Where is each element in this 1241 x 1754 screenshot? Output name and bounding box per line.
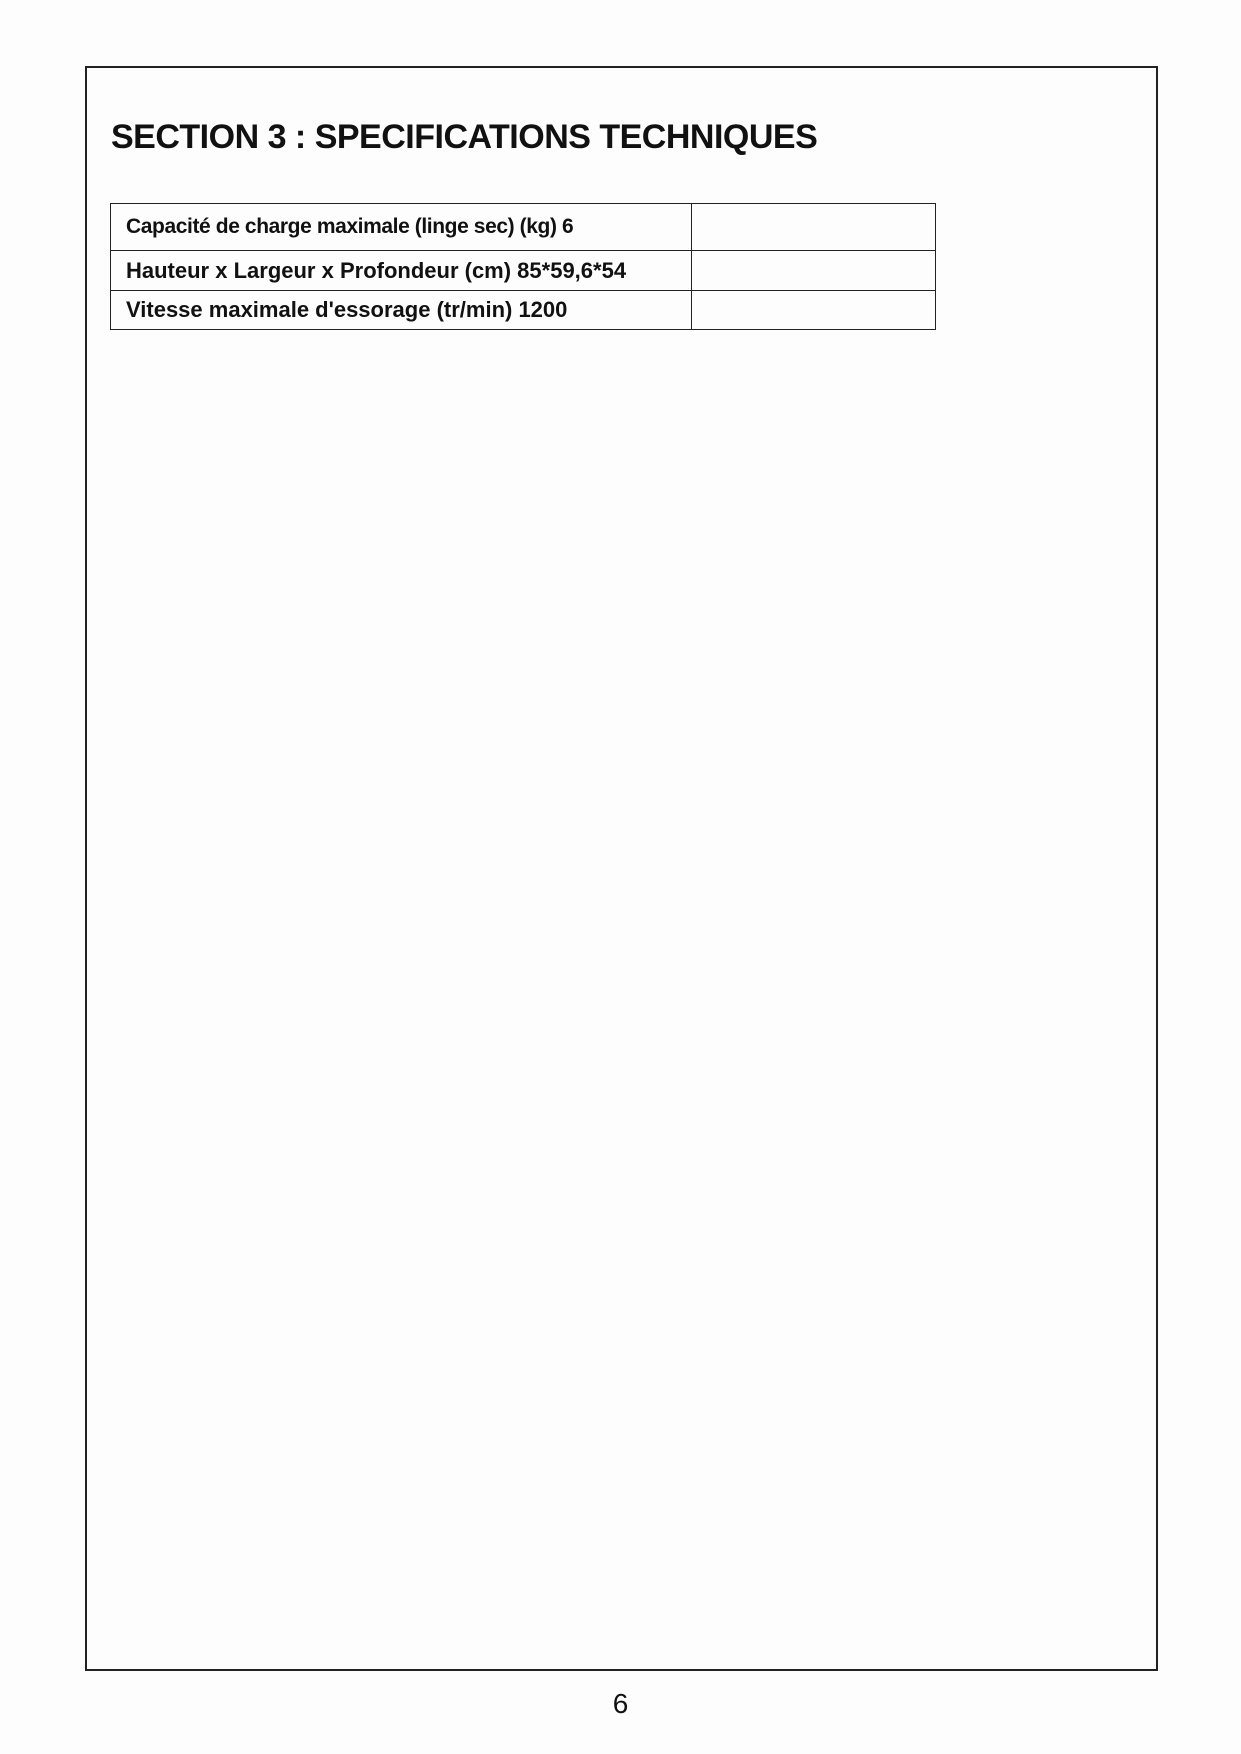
spec-label: Hauteur x Largeur x Profondeur (cm) 85*59,6*54 bbox=[111, 251, 692, 291]
spec-label: Capacité de charge maximale (linge sec) (kg) 6 bbox=[111, 204, 692, 251]
spec-value bbox=[692, 291, 936, 330]
table-row bbox=[111, 291, 936, 330]
spec-value bbox=[692, 204, 936, 251]
page-number: 6 bbox=[612, 1688, 629, 1719]
page-frame bbox=[85, 66, 1158, 1671]
table-row bbox=[111, 251, 936, 291]
spec-value bbox=[692, 251, 936, 291]
spec-label: Vitesse maximale d'essorage (tr/min) 1200 bbox=[111, 291, 692, 330]
specifications-table bbox=[110, 203, 936, 330]
section-title: SECTION 3 : SPECIFICATIONS TECHNIQUES bbox=[111, 118, 818, 156]
table-row bbox=[111, 204, 936, 251]
